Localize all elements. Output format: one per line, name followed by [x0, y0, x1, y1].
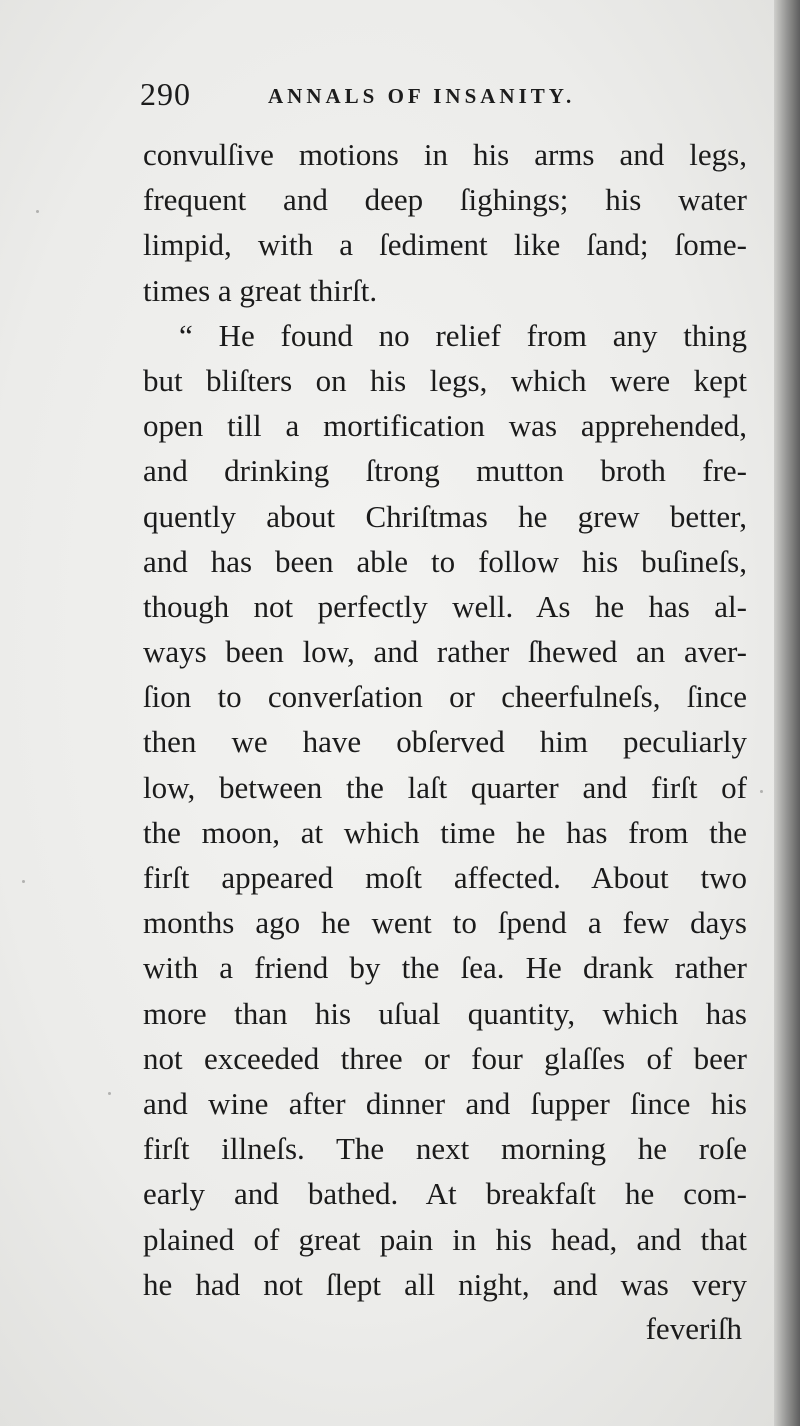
text-line: firſt appeared moſt affected. About two: [143, 860, 747, 895]
text-line: not exceeded three or four glaſſes of beer: [143, 1040, 747, 1076]
text-line: firſt illneſs. The next morning he roſe: [143, 1131, 747, 1167]
text-line: plained of great pain in his head, and that: [143, 1221, 747, 1257]
text-line: open till a mortification was apprehended,: [143, 408, 747, 444]
text-line: then we have obſerved him peculiarly: [143, 724, 747, 760]
text-line: more than his uſual quantity, which has: [143, 995, 747, 1031]
paper-speck: [36, 210, 39, 213]
text-line: limpid, with a ſediment like ſand; ſome-: [143, 227, 747, 263]
text-line: “ He found no relief from any thing: [179, 317, 747, 353]
text-line: ſion to converſation or cheerfulneſs, ſince: [143, 679, 747, 715]
page-number: 290: [140, 76, 191, 112]
text-line: times a great thirſt.: [143, 272, 378, 308]
text-line: but bliſters on his legs, which were kept: [143, 362, 747, 398]
text-line: convulſive motions in his arms and legs,: [143, 137, 747, 172]
paper-speck: [108, 1092, 111, 1095]
paper-speck: [760, 790, 763, 793]
page-gutter-shadow: [774, 0, 800, 1426]
text-line: months ago he went to ſpend a few days: [143, 905, 747, 941]
paper-speck: [22, 880, 25, 883]
running-title: ANNALS OF INSANITY.: [268, 84, 576, 108]
catchword: feveriſh: [645, 1311, 742, 1346]
text-line: quently about Chriſtmas he grew better,: [143, 498, 747, 534]
text-line: frequent and deep ſighings; his water: [143, 182, 747, 218]
text-line: and drinking ſtrong mutton broth fre-: [143, 453, 747, 489]
text-line: low, between the laſt quarter and firſt of: [143, 769, 747, 805]
text-line: and wine after dinner and ſupper ſince his: [143, 1085, 747, 1121]
text-line: though not perfectly well. As he has al-: [143, 588, 747, 624]
body-text: [143, 132, 747, 1307]
text-line: ways been low, and rather ſhewed an aver-: [143, 634, 747, 670]
page-header: [140, 76, 700, 120]
text-line: early and bathed. At breakfaſt he com-: [143, 1176, 747, 1212]
text-line: and has been able to follow his buſineſs,: [143, 543, 747, 579]
text-line: he had not ſlept all night, and was very: [143, 1266, 747, 1302]
text-line: with a friend by the ſea. He drank rather: [143, 950, 747, 986]
text-line: the moon, at which time he has from the: [143, 814, 747, 850]
